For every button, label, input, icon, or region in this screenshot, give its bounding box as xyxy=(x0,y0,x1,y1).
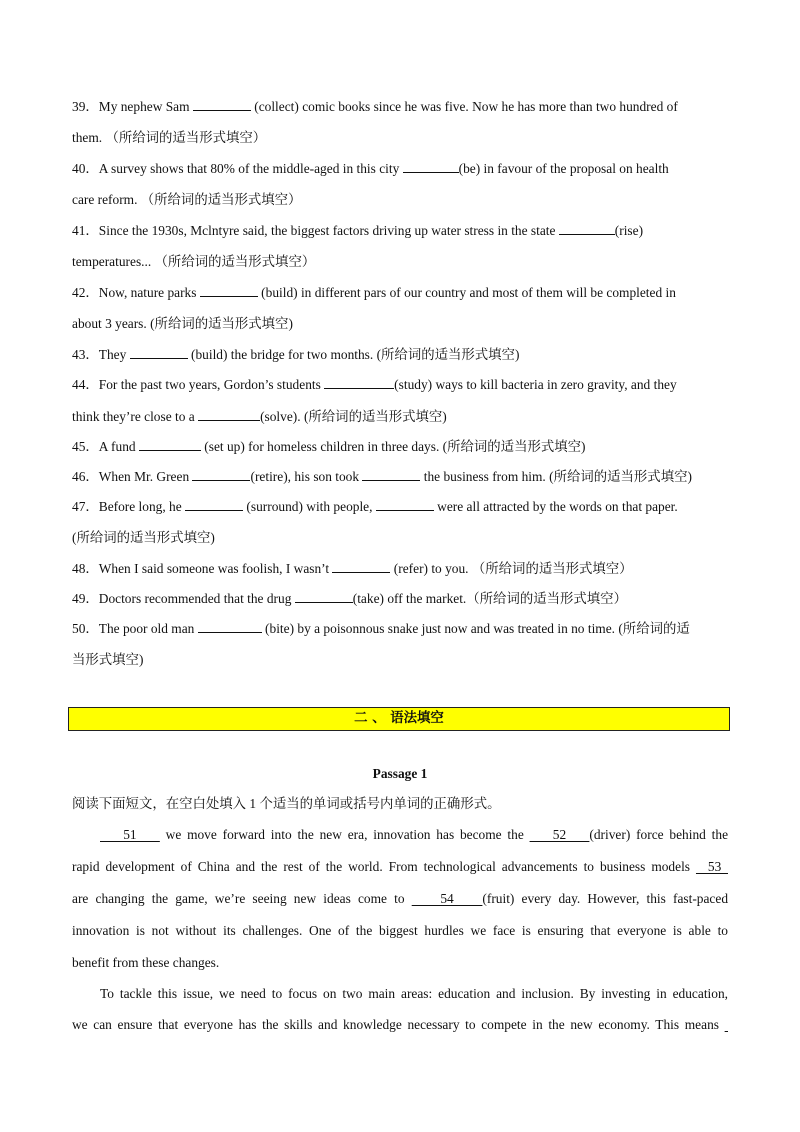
question-text: (build) in different pars of our country and most of them will be completed in xyxy=(257,285,676,300)
question-44-cont xyxy=(72,407,730,426)
question-49 xyxy=(72,589,730,608)
passage-text: are changing the game, we’re seeing new ideas come to xyxy=(72,891,412,906)
passage-title: Passage 1 xyxy=(372,766,428,781)
question-text: 44．For the past two years, Gordon’s students xyxy=(72,377,325,392)
answer-blank[interactable] xyxy=(295,589,353,603)
question-text: 49．Doctors recommended that the drug xyxy=(72,591,295,606)
question-text: (collect) comic books since he was five. Now he has more than two hundred of xyxy=(250,99,678,114)
question-40-cont xyxy=(72,191,730,209)
question-text: 47．Before long, he xyxy=(72,499,186,514)
answer-blank[interactable] xyxy=(193,97,251,111)
passage-text: we can ensure that everyone has the skills and knowledge necessary to compete in the new economy. This means xyxy=(72,1017,725,1032)
answer-blank[interactable] xyxy=(332,559,390,573)
question-text: (be) in favour of the proposal on health xyxy=(458,161,669,176)
question-text: care reform. （所给词的适当形式填空） xyxy=(72,192,302,207)
question-47-cont xyxy=(72,529,730,547)
answer-blank-53[interactable]: 53 xyxy=(695,859,728,874)
answer-blank[interactable] xyxy=(362,467,420,481)
question-text: (rise) xyxy=(614,223,644,238)
question-text: were all attracted by the words on that paper. xyxy=(433,499,678,514)
passage-text: we move forward into the new era, innovation has become the xyxy=(159,827,530,842)
question-45 xyxy=(72,437,730,456)
question-text: about 3 years. (所给词的适当形式填空) xyxy=(72,316,293,331)
question-text: 当形式填空) xyxy=(72,652,144,667)
question-text: (bite) by a poisonnous snake just now and was treated in no time. (所给词的适 xyxy=(261,621,690,636)
question-50-cont xyxy=(72,651,730,669)
question-text: (所给词的适当形式填空) xyxy=(72,530,215,545)
question-text: (surround) with people, xyxy=(243,499,376,514)
question-text: (retire), his son took xyxy=(250,469,363,484)
answer-blank[interactable] xyxy=(376,497,434,511)
question-46 xyxy=(72,467,730,486)
answer-blank[interactable] xyxy=(403,159,459,173)
answer-blank[interactable] xyxy=(139,437,201,451)
answer-blank[interactable] xyxy=(185,497,243,511)
question-text: temperatures... （所给词的适当形式填空） xyxy=(72,254,316,269)
answer-blank[interactable] xyxy=(559,221,615,235)
question-text: them. （所给词的适当形式填空） xyxy=(72,130,267,145)
answer-blank[interactable] xyxy=(192,467,250,481)
question-text: (set up) for homeless children in three days. (所给词的适当形式填空) xyxy=(200,439,586,454)
passage-line: benefit from these changes. xyxy=(72,955,220,970)
question-text: 46．When Mr. Green xyxy=(72,469,193,484)
question-text: 40．A survey shows that 80% of the middle-aged in this city xyxy=(72,161,403,176)
question-43 xyxy=(72,345,730,364)
passage-text: (fruit) every day. However, this fast-paced xyxy=(482,891,729,906)
question-42-cont xyxy=(72,315,730,333)
question-41 xyxy=(72,221,730,240)
question-text: 48．When I said someone was foolish, I wasn’t xyxy=(72,561,333,576)
question-44 xyxy=(72,375,730,394)
answer-blank[interactable] xyxy=(198,619,262,633)
question-text: 42．Now, nature parks xyxy=(72,285,200,300)
answer-blank-54[interactable]: 54 xyxy=(411,891,483,906)
question-text: 39．My nephew Sam xyxy=(72,99,193,114)
answer-blank[interactable] xyxy=(198,407,260,421)
question-text: (build) the bridge for two months. (所给词的适当形式填空) xyxy=(187,347,520,362)
question-39-cont xyxy=(72,129,730,147)
passage-line: innovation is not without its challenges. One of the biggest hurdles we face is ensuring that everyone is able to xyxy=(72,923,728,938)
question-text: (take) off the market.（所给词的适当形式填空） xyxy=(352,591,627,606)
passage-line xyxy=(100,826,728,844)
question-text: (study) ways to kill bacteria in zero gravity, and they xyxy=(394,377,677,392)
answer-blank-52[interactable]: 52 xyxy=(529,827,590,842)
question-41-cont xyxy=(72,253,730,271)
passage-text: (driver) force behind the xyxy=(589,827,729,842)
passage-line: To tackle this issue, we need to focus on two main areas: education and inclusion. By investing in education, xyxy=(100,986,728,1001)
passage-line xyxy=(72,890,728,908)
question-text: 43．They xyxy=(72,347,130,362)
answer-blank-51[interactable]: 51 xyxy=(100,827,160,842)
question-40 xyxy=(72,159,730,178)
question-text: the business from him. (所给词的适当形式填空) xyxy=(420,469,692,484)
question-text: 45．A fund xyxy=(72,439,139,454)
question-text: think they’re close to a xyxy=(72,409,199,424)
passage-text: rapid development of China and the rest of the world. From technological advancements to business models xyxy=(72,859,696,874)
section-header: 二 、 语法填空 xyxy=(68,707,730,731)
question-39 xyxy=(72,97,730,116)
question-text: 41．Since the 1930s, Mclntyre said, the biggest factors driving up water stress in the state xyxy=(72,223,559,238)
question-48 xyxy=(72,559,730,578)
question-text: (solve). (所给词的适当形式填空) xyxy=(260,409,447,424)
question-50 xyxy=(72,619,730,638)
passage-line xyxy=(72,858,728,876)
passage-instruction: 阅读下面短文，在空白处填入 1 个适当的单词或括号内单词的正确形式。 xyxy=(72,796,501,811)
passage-line xyxy=(72,1016,728,1034)
answer-blank[interactable] xyxy=(324,375,394,389)
answer-blank[interactable] xyxy=(200,283,258,297)
question-text: (refer) to you. （所给词的适当形式填空） xyxy=(390,561,633,576)
question-text: 50．The poor old man xyxy=(72,621,198,636)
answer-blank[interactable] xyxy=(130,345,188,359)
question-47 xyxy=(72,497,730,516)
answer-blank-55[interactable] xyxy=(725,1017,728,1032)
question-42 xyxy=(72,283,730,302)
